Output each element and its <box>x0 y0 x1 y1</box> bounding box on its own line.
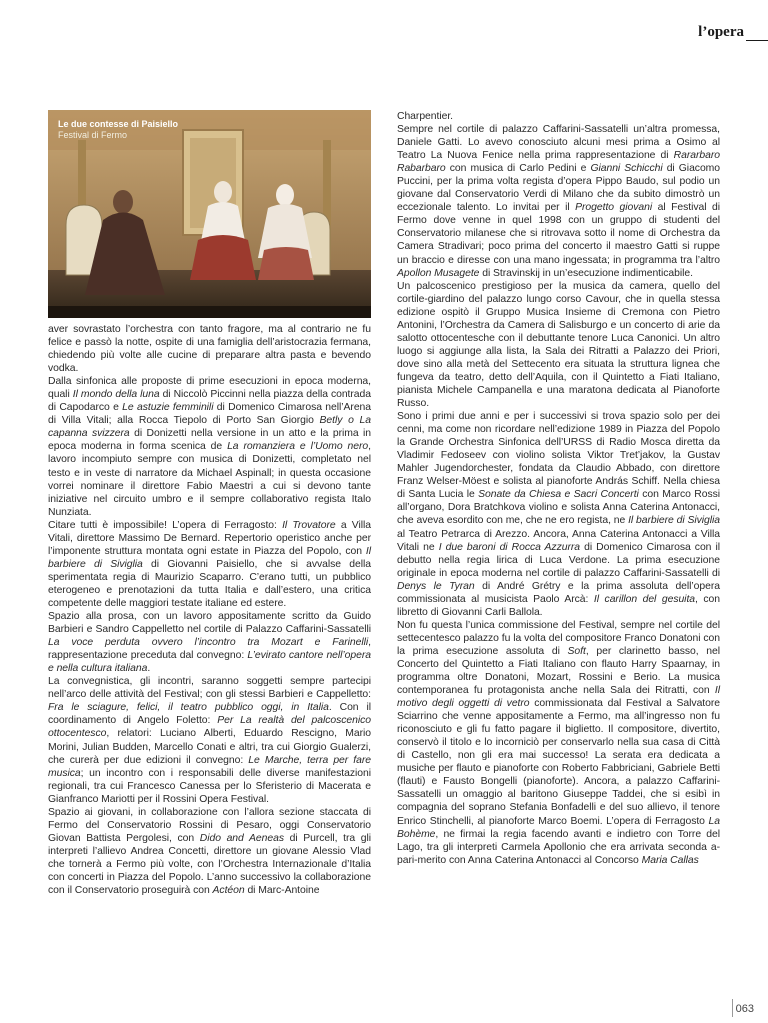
section-title: l’opera <box>698 24 744 40</box>
caption-title: Le due contesse di Paisiello <box>58 119 179 129</box>
page-number-divider <box>732 999 733 1017</box>
page-number-text: 063 <box>735 1003 754 1015</box>
paragraph: Sempre nel cortile di palazzo Caffarini-Sassatelli un’altra promessa, Daniele Gatti. Lo avevo conosciuto alcuni mesi prima a Osimo al Teatro La Nuova Fenice nella prima rappresentazione di Rararbaro Rabarbaro con musica di Carlo Pedini e Gianni Schicchi di Giacomo Puccini, per la prima volta regista d’opera Pippo Baudo, sul podio un giovane dal Conservatorio Verdi di Milano che da subito dimostrò un eccezionale talento. Lo invitai per il Progetto giovani al Festival di Fermo dove venne in quel 1998 con un gruppo di studenti del Conservatorio milanese che si ritrovava sotto il nome di Orchestra da Camera Stradivari; poco prima del concerto il maestro Gatti si ruppe un braccio e diresse con una mano ingessata; in programma tra l’altro Apollon Musagete di Stravinskij in un’esecuzione indimenticabile. <box>397 124 721 279</box>
paragraph: Spazio ai giovani, in collaborazione con l’allora sezione staccata di Fermo del Conservatorio Rossini di Pesaro, oggi Conservatorio Giovan Battista Pergolesi, con Dido and Aeneas di Purcell, tra gli interpreti l’allievo Andrea Concetti, direttore un giovane Alessio Vlad che tornerà a Fermo più volte, con l’Orchestra Internazionale d’Italia con concerti in Piazza del Popolo. L’anno successivo la collaborazione con il Conservatorio proseguirà con Actéon di Marc-Antoine <box>48 806 371 897</box>
page-number <box>736 1003 754 1015</box>
paragraph: Non fu questa l’unica commissione del Festival, sempre nel cortile del settecentesco palazzo fu la volta del compositore Franco Donatoni con la prima esecuzione assoluta di Soft, per clarinetto basso, nel Concerto del Quintetto a Fiati Italiano con flauto Harry Spaarnay, in programma oltre Donatoni, Mozart, Rossini e Berio. La musica contemporanea fu protagonista anche nella Sala dei Ritratti, con Il motivo degli oggetti di vetro commissionata dal Festival a Salvatore Sciarrino che venne appositamente a Fermo, ma all’ingresso non fu riconosciuto e gli fu fatto pagare il biglietto. Il compositore, divertito, conservò il titolo e lo incorniciò per conservarlo nella sua casa di Città di Castello, non gli era mai successo! La serata era dedicata a musiche per flauto e pianoforte con Roberto Fabbriciani, Gabriele Betti (flauti) e Fausto Bongelli (pianoforte). Ancora, a palazzo Caffarini-Sassatelli un omaggio al baritono Giuseppe Taddei, che si esibì in compagnia del soprano Stefania Bonfadelli e del suo allievo, il tenore Enrico Stinchelli, al pianoforte Marco Boemi. L’opera di Ferragosto La Bohème, ne firmai la regia facendo avanti e indietro con Torre del Lago, tra gli interpreti Carmela Apollonio che era arrivata seconda a-pari-merito con Anna Caterina Antonacci al Concorso Maria Callas <box>397 619 720 866</box>
paragraph: Dalla sinfonica alle proposte di prime esecuzioni in epoca moderna, quali Il mondo della luna di Niccolò Piccinni nella piazza della contrada di Capodarco e Le astuzie femminili di Domenico Cimarosa nell’Arena di Villa Vitali; alla Rocca Tiepolo di Porto San Giorgio Betly o La capanna svizzera di Donizetti nella versione in un atto e la prima in epoca moderna in forma scenica de La romanziera e l’Uomo nero, lavoro incompiuto sempre con musica di Donizetti, completato nel testo e in veste di narratore da Michael Aspinall; in questa occasione vorrei nominare il direttore Fabio Maestri a cui si devono tante iniziative nel circuito umbro e il sempre collaborativo regista Italo Nunziata. <box>48 376 372 518</box>
right-text-column <box>397 110 720 867</box>
opera-photo <box>48 110 371 318</box>
paragraph: Citare tutti è impossibile! L’opera di Ferragosto: Il Trovatore a Villa Vitali, direttore Massimo De Bernard. Repertorio operistico anche per l’imponente struttura montata ogni estate in Piazza del Popolo, con Il barbiere di Siviglia di Giovanni Paisiello, che si avvalse della sperimentata regia di Maurizio Scaparro. C’erano tutti, un pubblico eterogeneo e prenotazioni da tutta Italia e dall’estero, una critica competente delle maggiori testate italiane ed estere. <box>48 519 371 609</box>
paragraph: Un palcoscenico prestigioso per la musica da camera, quello del cortile-giardino del palazzo lungo corso Cavour, che in quella stessa edizione ospitò il Gruppo Musica Insieme di Cremona con Pietro Antonini, l’Orchestra da Camera di Salisburgo e un concerto di arie da salotto ottocentesche con il debuttante tenore Luca Canonici. Un altro luogo si aggiunge alla lista, la Sala dei Ritratti a Palazzo dei Priori, dove sino alla metà del Settecento era situata la struttura lignea che fungeva da teatro, detto dell’Aquila, con il Quintetto a Fiati Italiano, pianista Michele Campanella e una maratona dedicata al Pianoforte Russo. <box>397 280 720 410</box>
paragraph: aver sovrastato l’orchestra con tanto fragore, ma al contrario ne fu felice e passò la notte, ospite di una famiglia dell’aristocrazia fermana, chiedendo più volte alle cucine di preparare altra pasta e bevendo vodka. <box>48 324 371 375</box>
header-rule <box>746 40 768 41</box>
paragraph: Sono i primi due anni e per i successivi si trova spazio solo per dei cenni, ma come non ricordare nell’edizione 1989 in Piazza del Popolo la Grande Orchestra Sinfonica dell’URSS di Radio Mosca diretta da Vladimir Fedoseev con violino solista Viktor Tret’jakov, la Gustav Mahler Jugendorchester, fondata da Claudio Abbado, con direttore Franz Welser-Möest e solista al pianoforte András Schiff. Nella chiesa di Santa Lucia le Sonate da Chiesa e Sacri Concerti con Marco Rossi all’organo, Dora Bratchkova violino e solista Anna Caterina Antonacci, che aveva esordito con me, che ne ero regista, ne Il barbiere di Siviglia al Teatro Petrarca di Arezzo. Ancora, Anna Caterina Antonacci a Villa Vitali ne I due baroni di Rocca Azzurra di Domenico Cimarosa con il debutto nella regia lirica di Luca Verdone. La prima esecuzione originale in epoca moderna nel cortile di palazzo Caffarini-Sassatelli di Denys le Tyran di André Grétry e la prima assoluta dell’opera commissionata al musicista Paolo Arcà: Il carillon del gesuita, con libretto di Giovanni Carli Ballola. <box>397 411 721 618</box>
caption-subtitle: Festival di Fermo <box>58 130 128 140</box>
paragraph: Charpentier. <box>397 111 454 122</box>
left-text-column <box>48 323 371 897</box>
running-header <box>648 24 768 44</box>
stage-scene-image <box>48 110 371 318</box>
paragraph: La convegnistica, gli incontri, saranno soggetti sempre partecipi nell’arco delle attività del Festival; con gli stessi Barbieri e Cappelletto: Fra le sciagure, felici, il teatro pubblico oggi, in Italia. Con il coordinamento di Angelo Foletto: Per La realtà del palcoscenico ottocentesco, relatori: Luciano Alberti, Eduardo Rescigno, Mario Morini, Julian Budden, Marcello Conati e altri, tra cui Giorgio Gualerzi, che curerà per due edizioni il convegno: Le Marche, terra per fare musica; un incontro con i responsabili delle diverse manifestazioni regionali, tra cui Francesco Canessa per lo Sferisterio di Macerata e Gianfranco Mariotti per il Rossini Opera Festival. <box>48 676 371 805</box>
photo-caption <box>58 119 178 141</box>
paragraph: Spazio alla prosa, con un lavoro appositamente scritto da Guido Barbieri e Sandro Cappelletto nel cortile di Palazzo Caffarini-Sassatelli La voce perduta ovvero l’incontro tra Mozart e Farinelli, rappresentazione preceduta dal convegno: L’evirato cantore nell’opera e nella cultura italiana. <box>48 611 372 675</box>
